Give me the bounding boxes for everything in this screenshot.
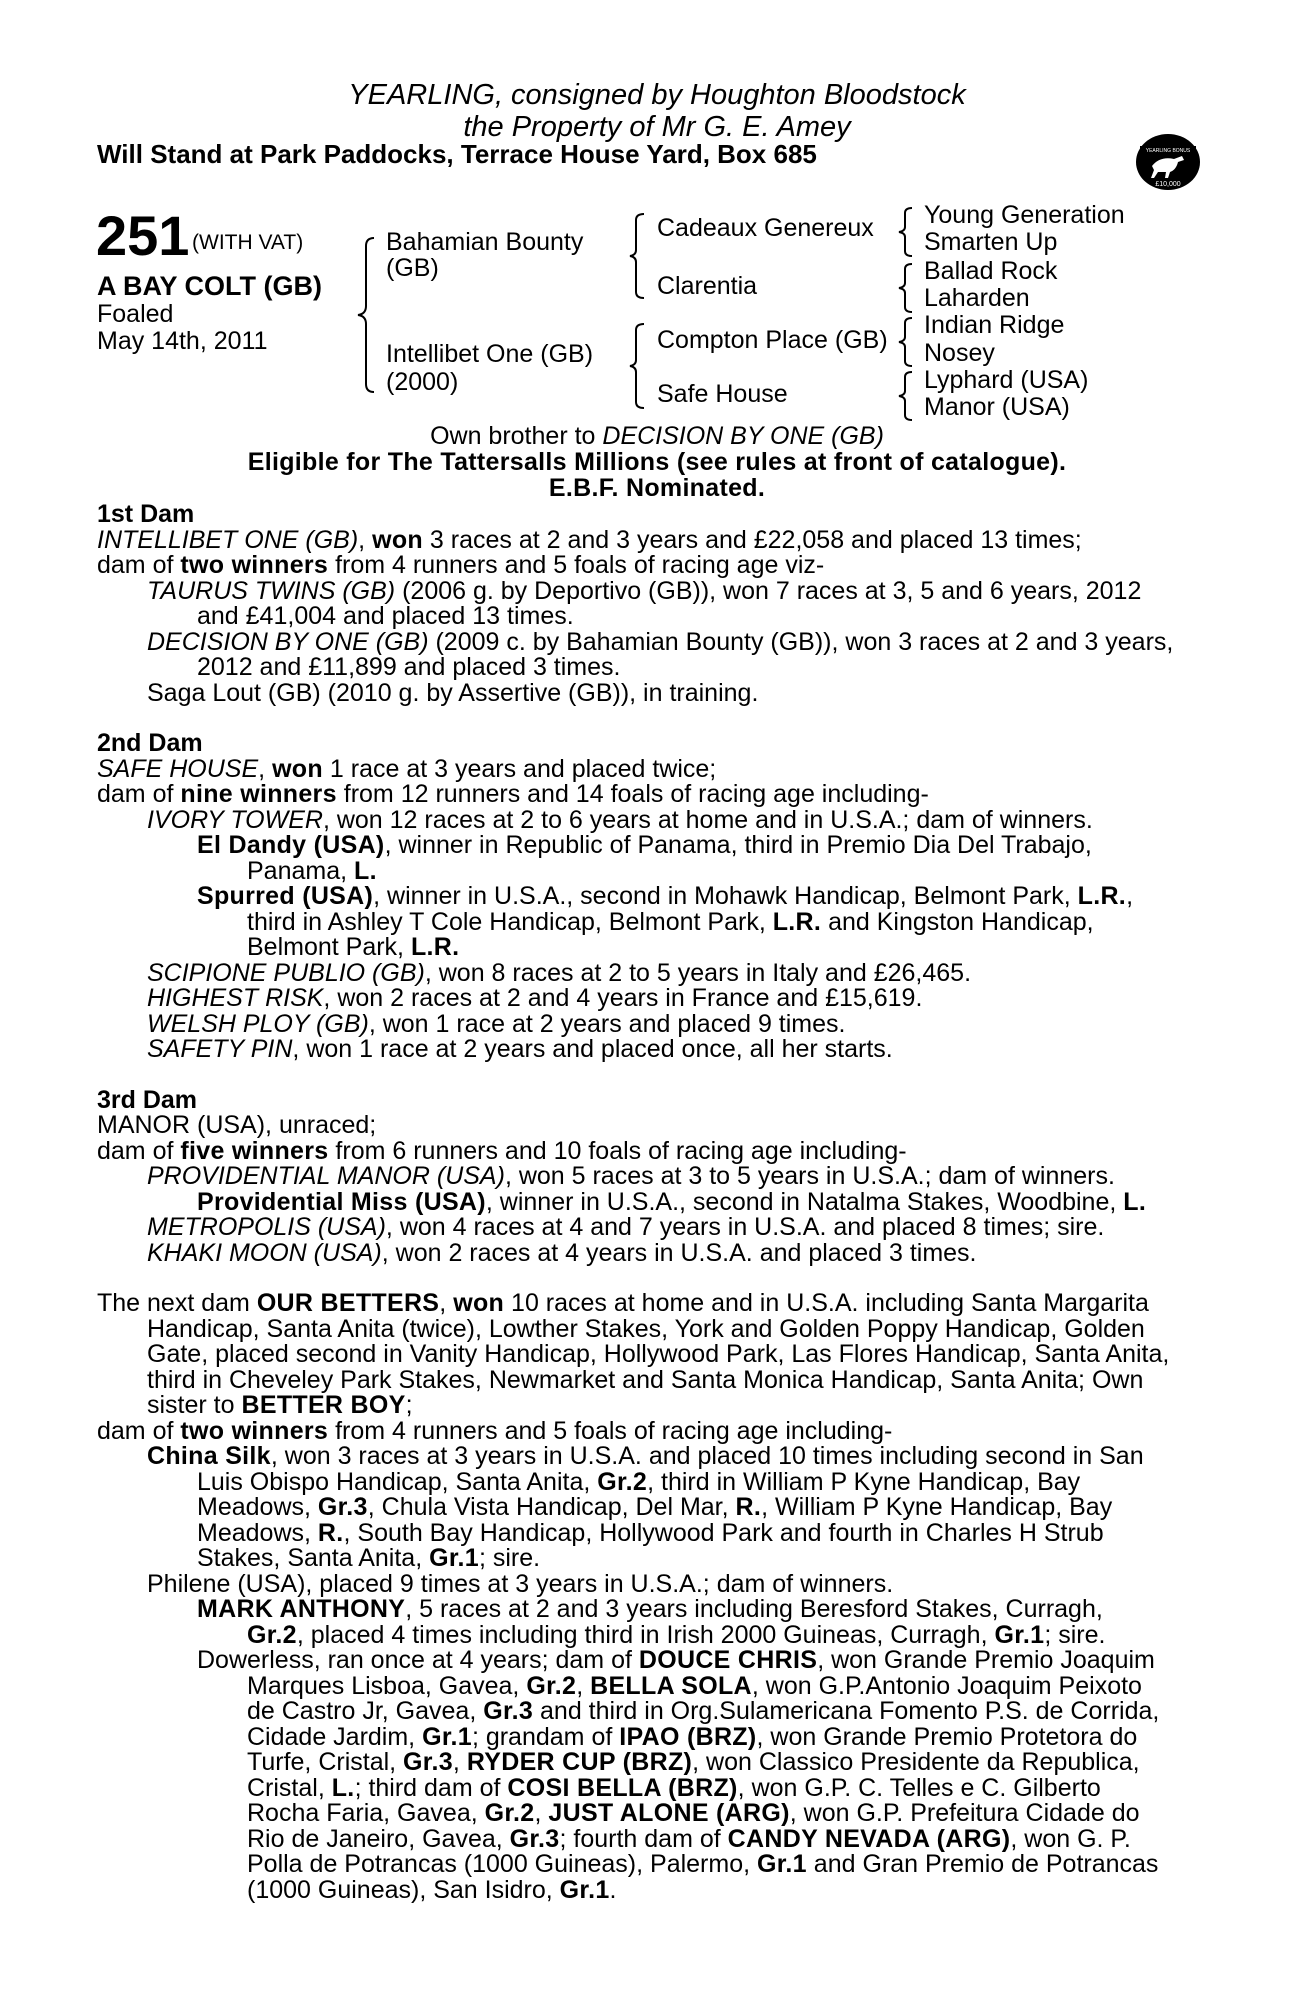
produce-entry: DECISION BY ONE (GB) (2009 c. by Bahamian Bounty (GB)), won 3 races at 2 and 3 years,: [147, 627, 1174, 656]
produce-entry-cont: Rocha Faria, Gavea, Gr.2, JUST ALONE (ARG), won G.P. Prefeitura Cidade do: [247, 1799, 1140, 1827]
produce-entry-cont: Cristal, L.; third dam of COSI BELLA (BRZ), won G.P. C. Telles e C. Gilberto: [247, 1773, 1101, 1802]
next-dam-cont: sister to BETTER BOY;: [147, 1391, 413, 1419]
produce-entry-cont: third in Ashley T Cole Handicap, Belmont Park, L.R. and Kingston Handicap,: [247, 907, 1094, 936]
produce-entry: HIGHEST RISK, won 2 races at 2 and 4 years in France and £15,619.: [147, 984, 923, 1012]
logo-mid-text: YEARLING BONUS: [1145, 148, 1191, 154]
produce-entry-cont: Panama, L.: [247, 856, 377, 885]
produce-entry: KHAKI MOON (USA), won 2 races at 4 years in U.S.A. and placed 3 times.: [147, 1238, 977, 1267]
pedigree-sdd: Laharden: [924, 284, 1030, 312]
yearling-bonus-logo: [1134, 126, 1202, 196]
third-dam-heading: 3rd Dam: [97, 1085, 198, 1114]
produce-entry: Spurred (USA), winner in U.S.A., second in Mohawk Handicap, Belmont Park, L.R.,: [197, 882, 1134, 910]
pedigree-sds: Ballad Rock: [924, 257, 1058, 285]
next-dam-cont: third in Cheveley Park Stakes, Newmarket and Santa Monica Handicap, Santa Anita; Own: [147, 1365, 1144, 1394]
produce-entry-cont: Stakes, Santa Anita, Gr.1; sire.: [197, 1544, 541, 1572]
produce-entry-cont: Belmont Park, L.R.: [247, 933, 460, 961]
ebf-nominated: E.B.F. Nominated.: [548, 474, 766, 502]
millions-eligibility: Eligible for The Tattersalls Millions (see rules at front of catalogue).: [247, 448, 1067, 476]
produce-entry: SAFETY PIN, won 1 race at 2 years and placed once, all her starts.: [147, 1035, 893, 1063]
produce-entry-cont: Turfe, Cristal, Gr.3, RYDER CUP (BRZ), won Classico Presidente da Republica,: [247, 1748, 1140, 1776]
own-brother-note: Own brother to DECISION BY ONE (GB): [430, 422, 884, 450]
third-dam-line: MANOR (USA), unraced;: [97, 1111, 377, 1139]
produce-entry: Providential Miss (USA), winner in U.S.A., second in Natalma Stakes, Woodbine, L.: [197, 1187, 1147, 1216]
header-stand: Will Stand at Park Paddocks, Terrace House Yard, Box 685: [97, 139, 817, 169]
produce-entry: TAURUS TWINS (GB) (2006 g. by Deportivo (GB)), won 7 races at 3, 5 and 6 years, 2012: [147, 576, 1142, 605]
lot-name: A BAY COLT (GB): [97, 271, 323, 301]
produce-entry-cont: Cidade Jardim, Gr.1; grandam of IPAO (BRZ), won Grande Premio Protetora do: [247, 1722, 1138, 1751]
next-dam-produce-line: dam of two winners from 4 runners and 5 foals of racing age including-: [97, 1416, 893, 1445]
produce-entry-cont: Luis Obispo Handicap, Santa Anita, Gr.2, third in William P Kyne Handicap, Bay: [197, 1467, 1081, 1496]
produce-entry: IVORY TOWER, won 12 races at 2 to 6 years at home and in U.S.A.; dam of winners.: [147, 805, 1093, 834]
produce-entry-cont: Gr.2, placed 4 times including third in Irish 2000 Guineas, Curragh, Gr.1; sire.: [247, 1620, 1106, 1649]
produce-entry: SCIPIONE PUBLIO (GB), won 8 races at 2 to 5 years in Italy and £26,465.: [147, 958, 972, 987]
second-dam-heading: 2nd Dam: [97, 729, 203, 757]
produce-entry: Dowerless, ran once at 4 years; dam of DOUCE CHRIS, won Grande Premio Joaquim: [197, 1646, 1155, 1674]
pedigree-sire: Bahamian Bounty: [386, 228, 584, 256]
produce-entry: WELSH PLOY (GB), won 1 race at 2 years and placed 9 times.: [147, 1009, 846, 1038]
produce-entry: Saga Lout (GB) (2010 g. by Assertive (GB)), in training.: [147, 678, 759, 707]
produce-entry: China Silk, won 3 races at 3 years in U.S.A. and placed 10 times including second in San: [147, 1442, 1144, 1470]
produce-entry: PROVIDENTIAL MANOR (USA), won 5 races at 3 to 5 years in U.S.A.; dam of winners.: [147, 1162, 1115, 1190]
foaled-date: May 14th, 2011: [97, 327, 268, 355]
lot-number: 251: [96, 204, 190, 267]
pedigree-dss: Indian Ridge: [924, 311, 1065, 339]
foaled-label: Foaled: [97, 300, 174, 328]
header-line-2: the Property of Mr G. E. Amey: [463, 111, 851, 143]
pedigree-sd: Clarentia: [657, 272, 758, 300]
next-dam-cont: Handicap, Santa Anita (twice), Lowther Stakes, York and Golden Poppy Handicap, Golden: [147, 1314, 1145, 1343]
pedigree-ss: Cadeaux Genereux: [657, 214, 874, 242]
pedigree-brace-1: [896, 206, 918, 258]
produce-entry: METROPOLIS (USA), won 4 races at 4 and 7 years in U.S.A. and placed 8 times; sire.: [147, 1213, 1105, 1241]
pedigree-brace-dam: [626, 322, 650, 410]
next-dam-cont: Gate, placed second in Vanity Handicap, Hollywood Park, Las Flores Handicap, Santa Anita,: [147, 1340, 1170, 1368]
produce-entry-cont: Polla de Potrancas (1000 Guineas), Palermo, Gr.1 and Gran Premio de Potrancas: [247, 1850, 1159, 1878]
next-dam-line: The next dam OUR BETTERS, won 10 races at home and in U.S.A. including Santa Margarita: [97, 1289, 1149, 1317]
produce-entry-cont: and £41,004 and placed 13 times.: [197, 602, 574, 630]
produce-entry-cont: Rio de Janeiro, Gavea, Gr.3; fourth dam of CANDY NEVADA (ARG), won G. P.: [247, 1824, 1131, 1853]
produce-entry: Philene (USA), placed 9 times at 3 years in U.S.A.; dam of winners.: [147, 1569, 894, 1598]
catalogue-body: [97, 502, 1207, 1903]
produce-entry: El Dandy (USA), winner in Republic of Panama, third in Premio Dia Del Trabajo,: [197, 831, 1092, 859]
produce-entry-cont: 2012 and £11,899 and placed 3 times.: [197, 653, 621, 681]
produce-entry: MARK ANTHONY, 5 races at 2 and 3 years including Beresford Stakes, Curragh,: [197, 1595, 1103, 1623]
pedigree-brace-4: [896, 370, 918, 422]
pedigree-ds: Compton Place (GB): [657, 326, 888, 354]
header-line-1: YEARLING, consigned by Houghton Bloodstock: [348, 79, 966, 111]
first-dam-line: INTELLIBET ONE (GB), won 3 races at 2 and 3 years and £22,058 and placed 13 times;: [97, 525, 1082, 554]
pedigree-sss: Young Generation: [924, 201, 1125, 229]
pedigree-dam: Intellibet One (GB): [386, 340, 594, 368]
lot-vat: (WITH VAT): [192, 231, 304, 254]
pedigree-brace-main: [354, 236, 384, 394]
third-dam-produce-line: dam of five winners from 6 runners and 10 foals of racing age including-: [97, 1136, 907, 1165]
produce-entry-cont: Meadows, Gr.3, Chula Vista Handicap, Del Mar, R., William P Kyne Handicap, Bay: [197, 1493, 1113, 1521]
produce-entry-cont: Marques Lisboa, Gavea, Gr.2, BELLA SOLA, won G.P.Antonio Joaquim Peixoto: [247, 1671, 1142, 1700]
pedigree-ssd: Smarten Up: [924, 228, 1058, 256]
pedigree-ddd: Manor (USA): [924, 393, 1070, 421]
pedigree-sire-country: (GB): [386, 254, 439, 282]
pedigree-dds: Lyphard (USA): [924, 366, 1089, 394]
pedigree-dam-year: (2000): [386, 368, 459, 396]
produce-entry-cont: (1000 Guineas), San Isidro, Gr.1.: [247, 1875, 617, 1904]
pedigree-dsd: Nosey: [924, 339, 995, 367]
logo-top-text: RACING POST: [1150, 141, 1186, 147]
pedigree-brace-2: [896, 262, 918, 314]
pedigree-brace-3: [896, 316, 918, 368]
second-dam-line: SAFE HOUSE, won 1 race at 3 years and placed twice;: [97, 754, 717, 783]
second-dam-produce-line: dam of nine winners from 12 runners and 14 foals of racing age including-: [97, 780, 929, 808]
logo-amount: £10,000: [1155, 181, 1181, 188]
pedigree-dd: Safe House: [657, 380, 788, 408]
pedigree-brace-sire: [626, 212, 650, 300]
produce-entry-cont: Meadows, R., South Bay Handicap, Hollywood Park and fourth in Charles H Strub: [197, 1518, 1104, 1547]
first-dam-produce-line: dam of two winners from 4 runners and 5 foals of racing age viz-: [97, 551, 825, 579]
first-dam-heading: 1st Dam: [97, 500, 195, 528]
produce-entry-cont: de Castro Jr, Gavea, Gr.3 and third in Org.Sulamericana Fomento P.S. de Corrida,: [247, 1697, 1160, 1725]
